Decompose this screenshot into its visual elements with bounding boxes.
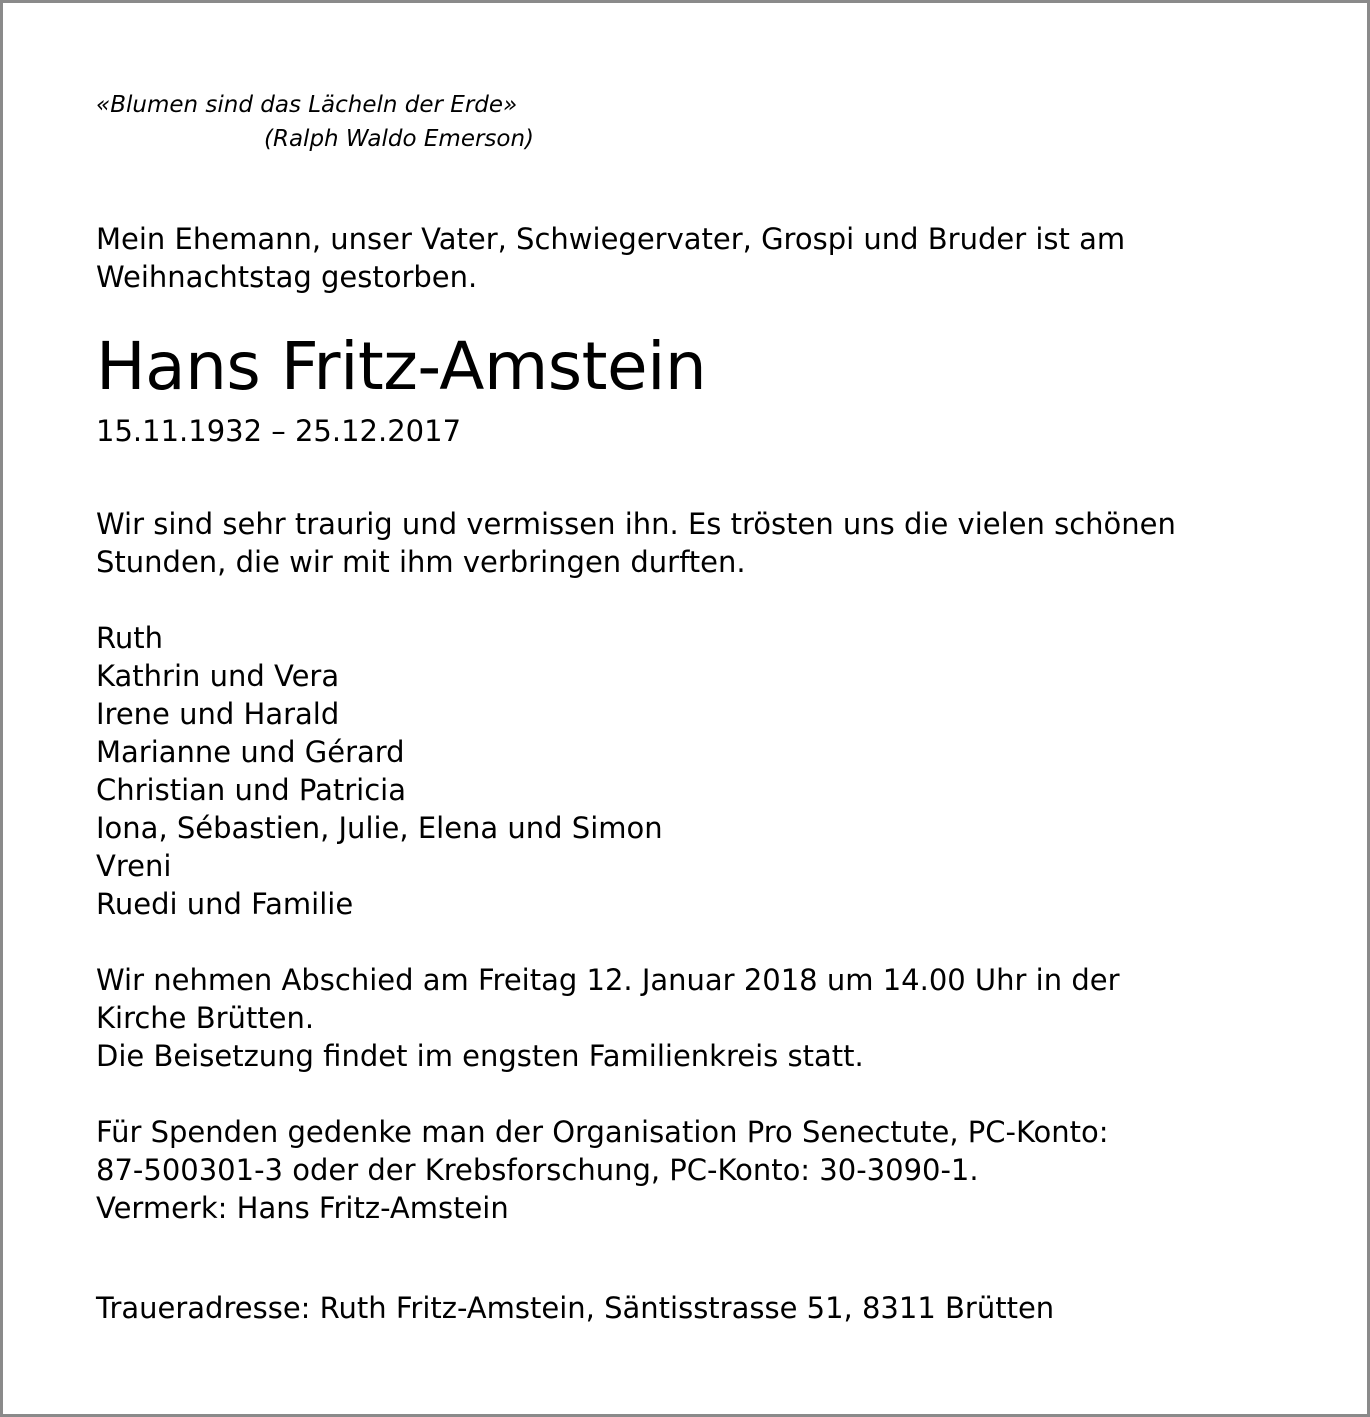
farewell-line: Kirche Brütten.	[96, 1001, 315, 1035]
obituary-notice	[96, 88, 1296, 1327]
donations-text	[96, 1113, 1296, 1227]
burial-line: Die Beisetzung findet im engsten Familienkreis statt.	[96, 1039, 864, 1073]
mourner-item: Christian und Patricia	[96, 773, 406, 807]
deceased-name: Hans Fritz-Amstein	[96, 328, 707, 405]
farewell-line: Wir nehmen Abschied am Freitag 12. Januar 2018 um 14.00 Uhr in der	[96, 963, 1120, 997]
epigraph	[96, 88, 1296, 156]
donations-line: 87-500301-3 oder der Krebsforschung, PC-Konto: 30-3090-1.	[96, 1153, 979, 1187]
mourner-item: Vreni	[96, 849, 172, 883]
farewell-text	[96, 961, 1296, 1075]
life-dates: 15.11.1932 – 25.12.2017	[96, 414, 462, 448]
mourner-item: Kathrin und Vera	[96, 659, 340, 693]
donations-note: Vermerk: Hans Fritz-Amstein	[96, 1191, 509, 1225]
epigraph-text: «Blumen sind das Lächeln der Erde»	[96, 92, 518, 118]
sorrow-text	[96, 505, 1296, 581]
donations-line: Für Spenden gedenke man der Organisation Pro Senectute, PC-Konto:	[96, 1115, 1109, 1149]
sorrow-line: Stunden, die wir mit ihm verbringen durften.	[96, 545, 746, 579]
mourner-item: Ruedi und Familie	[96, 887, 354, 921]
mourner-item: Irene und Harald	[96, 697, 340, 731]
mourner-item: Ruth	[96, 621, 163, 655]
mourning-address: Traueradresse: Ruth Fritz-Amstein, Säntisstrasse 51, 8311 Brütten	[96, 1291, 1055, 1325]
epigraph-author: (Ralph Waldo Emerson)	[264, 126, 535, 152]
mourner-item: Marianne und Gérard	[96, 735, 405, 769]
mourner-item: Iona, Sébastien, Julie, Elena und Simon	[96, 811, 663, 845]
sorrow-line: Wir sind sehr traurig und vermissen ihn. Es trösten uns die vielen schönen	[96, 507, 1176, 541]
mourners-list	[96, 619, 1296, 923]
intro-line: Mein Ehemann, unser Vater, Schwiegervater, Grospi und Bruder ist am	[96, 222, 1126, 256]
intro-line: Weihnachtstag gestorben.	[96, 260, 478, 294]
intro-text	[96, 220, 1296, 296]
